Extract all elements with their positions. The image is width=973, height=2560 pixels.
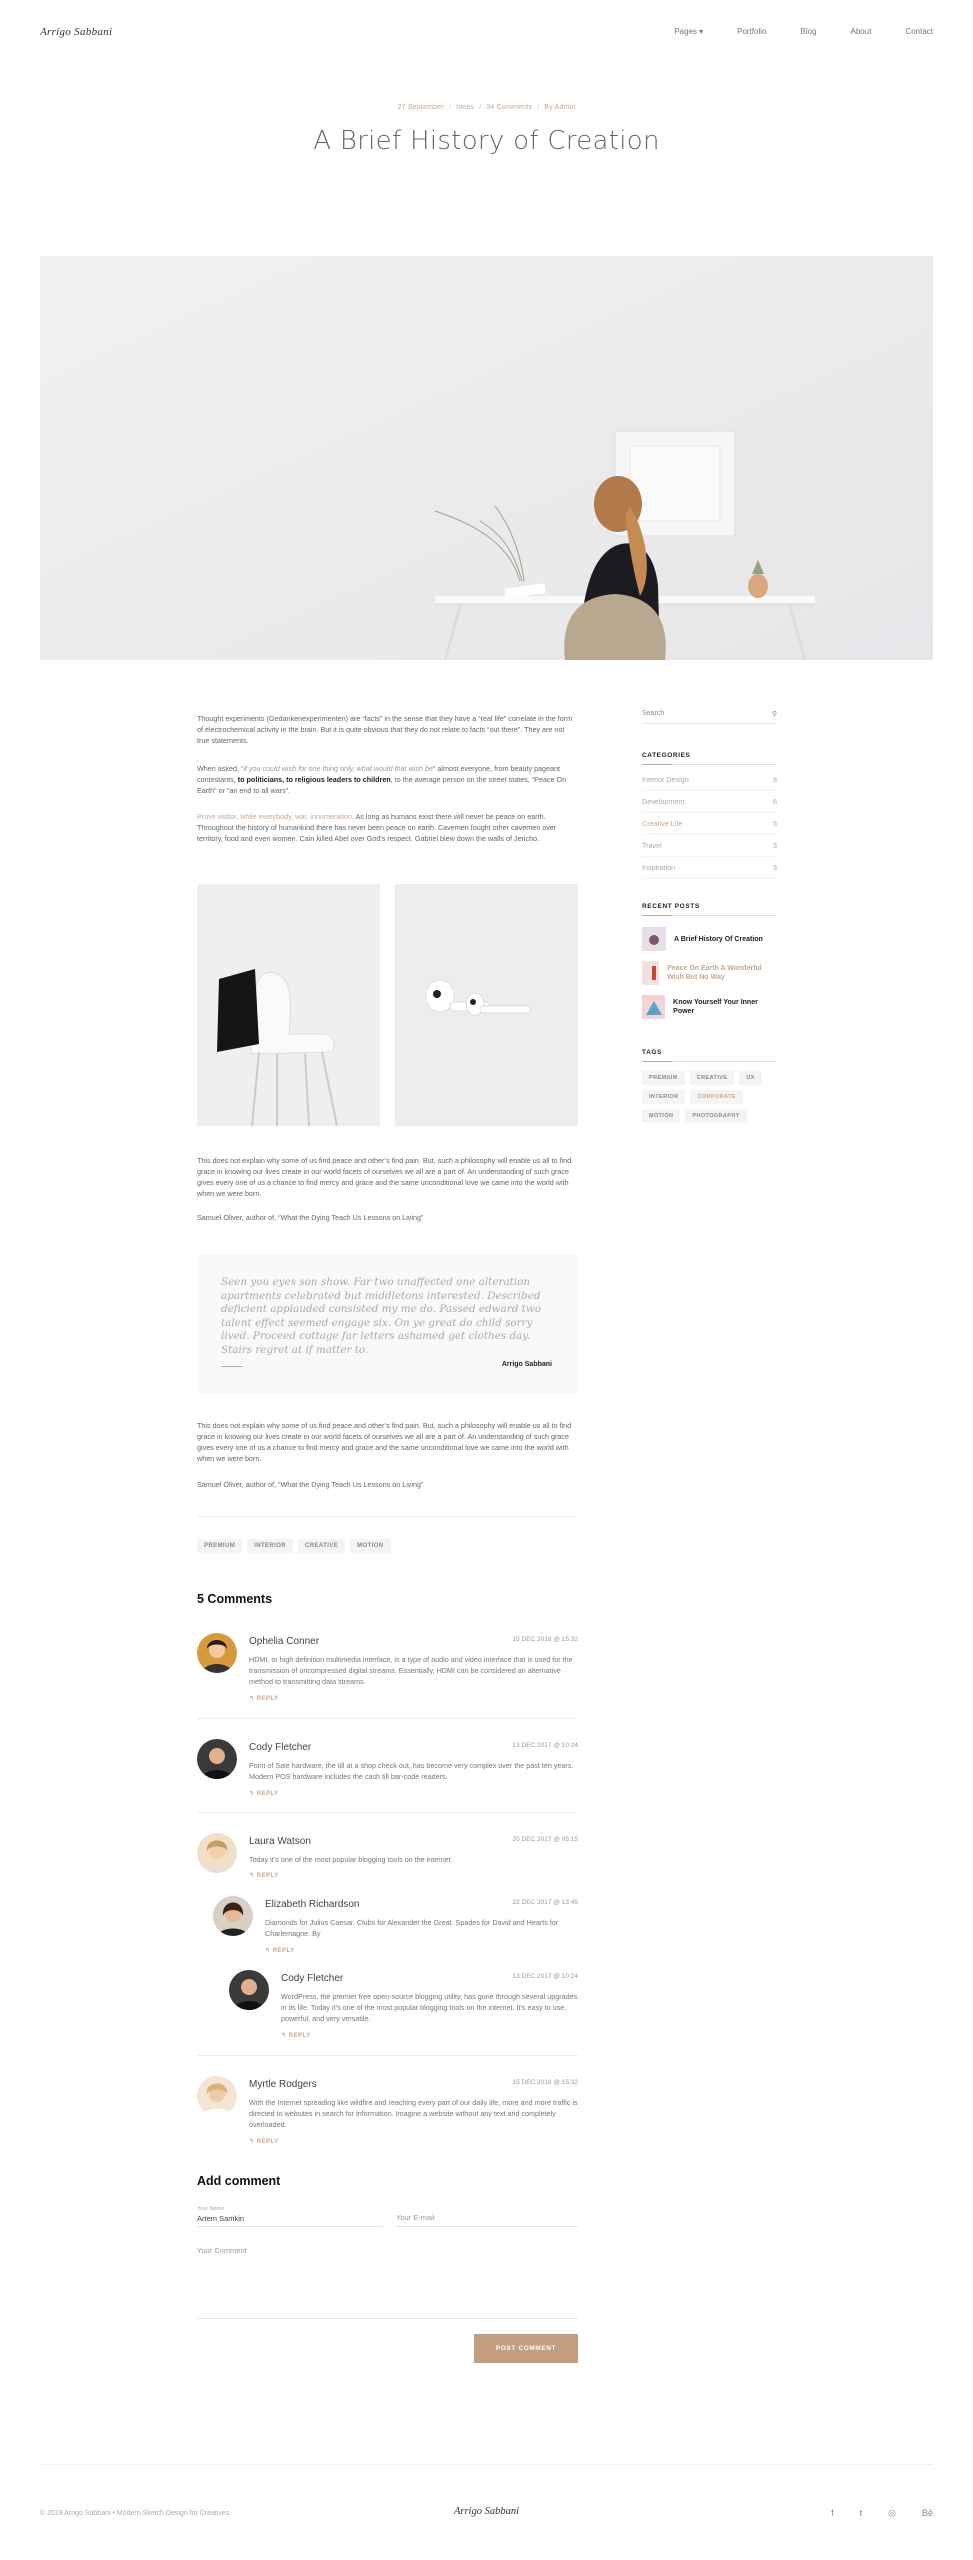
- avatar: [197, 1833, 237, 1873]
- tag-ux[interactable]: UX: [739, 1071, 761, 1085]
- article-citation-1: Samuel Oliver, author of, “What the Dying Teach Us Lessons on Living”: [197, 1213, 424, 1222]
- comment: [197, 1739, 578, 1819]
- divider: [197, 1516, 578, 1517]
- article-paragraph-5: This does not explain why some of us find peace and other’s find pain. But, such a philosophy will enable us all to find grace in knowing our lives create in our world facets of ourselves we all are a part of. An understanding of such grace gives every one of us a chance to find mercy and grace and the same unconditional love we came into the world with when we were born.: [197, 1421, 572, 1463]
- reply-link[interactable]: ↰ REPLY: [281, 2033, 311, 2039]
- name-value: Artem Samkin: [197, 2214, 245, 2223]
- post-thumbnail: [642, 927, 666, 951]
- tag-interior[interactable]: INTERIOR: [642, 1090, 685, 1104]
- comment-author[interactable]: Elizabeth Richardson: [265, 1899, 360, 1910]
- email-field[interactable]: Your E-mail: [396, 2213, 435, 2222]
- comment-text: With the Internet spreading like wildfire and reaching every part of our daily life, more and more traffic is directed to websites in search for information. Imagine a website without any text and completely overloaded.: [249, 2098, 578, 2129]
- post-tag-interior[interactable]: INTERIOR: [247, 1539, 293, 1553]
- comment-reply: [229, 1970, 578, 2050]
- tag-photography[interactable]: PHOTOGRAPHY: [685, 1109, 746, 1123]
- avatar: [197, 1633, 237, 1673]
- avatar: [213, 1896, 253, 1936]
- post-title: A Brief History of Creation: [313, 126, 660, 156]
- comment-author[interactable]: Cody Fletcher: [281, 1973, 344, 1984]
- article-paragraph-3: [197, 811, 578, 844]
- avatar: [197, 2076, 237, 2116]
- post-author[interactable]: By Admin: [544, 104, 576, 111]
- nav-item-portfolio[interactable]: Portfolio: [737, 27, 767, 36]
- tags-title: TAGS: [642, 1049, 662, 1056]
- category-item[interactable]: Travel 3: [642, 835, 777, 857]
- post-tag-premium[interactable]: PREMIUM: [197, 1539, 242, 1553]
- name-label: Your Name: [197, 2206, 225, 2212]
- post-tag-creative[interactable]: CREATIVE: [298, 1539, 345, 1553]
- comment: [197, 2076, 578, 2156]
- article-paragraph-4: This does not explain why some of us find peace and other’s find pain. But, such a philosophy will enable us all to find grace in knowing our lives create in our world facets of ourselves we all are a part of. An understanding of such grace gives every one of us a chance to find mercy and grace and the same unconditional love we came into the world with when we were born.: [197, 1156, 572, 1198]
- avatar: [229, 1970, 269, 2010]
- post-category[interactable]: Ideas: [456, 104, 475, 111]
- p3-highlight: Prove visitor, while everybody, war, innumeration: [197, 812, 352, 821]
- twitter-icon[interactable]: t: [859, 2508, 863, 2518]
- add-comment-heading: Add comment: [197, 2174, 281, 2188]
- nav-item-about[interactable]: About: [850, 27, 872, 36]
- category-item[interactable]: Inspiration 3: [642, 857, 777, 879]
- avatar: [197, 1739, 237, 1779]
- name-field[interactable]: [197, 2206, 383, 2223]
- comment-date: 15 DEC 2018 @ 15:32: [512, 2079, 578, 2086]
- sidebar-tags: [642, 1049, 777, 1123]
- post-meta: 27 September / Ideas / 34 Comments / By Admin: [397, 104, 576, 111]
- social-links: [831, 2508, 933, 2519]
- sidebar-categories: [642, 752, 777, 879]
- reply-link[interactable]: ↰ REPLY: [249, 2139, 279, 2145]
- reply-link[interactable]: ↰ REPLY: [249, 1696, 279, 1702]
- main-nav: [674, 27, 933, 36]
- comment: [197, 1633, 578, 1713]
- sidebar-recent-posts: [642, 903, 777, 1024]
- p2-bold: to politicians, to religious leaders to children: [235, 775, 391, 784]
- category-item[interactable]: Creative Life 6: [642, 813, 777, 835]
- site-logo[interactable]: Arrigo Sabbani: [40, 26, 113, 38]
- nav-item-blog[interactable]: Blog: [800, 27, 817, 36]
- p2-start: When asked, “: [197, 764, 244, 773]
- recent-post-item[interactable]: Peace On Earth A Wonderful Wish But No Way: [642, 956, 777, 990]
- comments-heading: 5 Comments: [197, 1592, 273, 1606]
- comment-field[interactable]: Your Comment: [197, 2246, 247, 2255]
- post-date: 27 September: [397, 104, 444, 111]
- comment-author[interactable]: Ophelia Conner: [249, 1636, 320, 1647]
- search-icon[interactable]: ⚲: [771, 711, 777, 718]
- reply-link[interactable]: ↰ REPLY: [265, 1948, 295, 1954]
- comment-text: WordPress, the premier free open-source blogging utility, has gone through several upgrades in its life. Today it’s one of the most popular blogging tools on the internet. It’s easy to use, powerful, and very versatile.: [281, 1992, 578, 2023]
- comment-text: Today it’s one of the most popular blogging tools on the internet.: [249, 1855, 453, 1864]
- tag-creative[interactable]: CREATIVE: [690, 1071, 735, 1085]
- p2-mid: ” almost everyone, from beauty pageant contestants,: [197, 764, 561, 784]
- gallery-image-chair[interactable]: [197, 884, 380, 1126]
- recent-post-item[interactable]: Know Yourself Your Inner Power: [642, 990, 777, 1024]
- post-thumbnail: [642, 995, 665, 1019]
- tag-premium[interactable]: PREMIUM: [642, 1071, 685, 1085]
- comment-date: 13 DEC 2017 @ 10:24: [512, 1742, 578, 1749]
- post-thumbnail: [642, 961, 659, 985]
- post-tags: [197, 1534, 396, 1553]
- recent-post-item[interactable]: A Brief History Of Creation: [642, 922, 777, 956]
- post-comment-button[interactable]: POST COMMENT: [474, 2334, 578, 2363]
- nav-item-contact[interactable]: Contact: [905, 27, 933, 36]
- recent-posts-title: RECENT POSTS: [642, 903, 700, 910]
- comment-date: 13 DEC 2017 @ 10:24: [512, 1973, 578, 1980]
- gallery-image-airpods[interactable]: [395, 884, 578, 1126]
- comment-author[interactable]: Cody Fletcher: [249, 1742, 312, 1753]
- tag-motion[interactable]: MOTION: [642, 1109, 680, 1123]
- footer-divider: [40, 2464, 933, 2465]
- instagram-icon[interactable]: ◎: [888, 2508, 896, 2518]
- comment-date: 22 DEC 2017 @ 13:45: [512, 1899, 578, 1906]
- search-input[interactable]: Search: [642, 710, 665, 717]
- blockquote: [197, 1254, 578, 1394]
- post-comments-count[interactable]: 34 Comments: [486, 104, 533, 111]
- reply-link[interactable]: ↰ REPLY: [249, 1873, 279, 1879]
- category-item[interactable]: Development 6: [642, 791, 777, 813]
- post-tag-motion[interactable]: MOTION: [350, 1539, 390, 1553]
- comment-date: 15 DEC 2018 @ 15:32: [512, 1636, 578, 1643]
- tag-corporate[interactable]: CORPORATE: [690, 1090, 742, 1104]
- article-paragraph-1: Thought experiments (Gedankenexperimenten) are “facts” in the sense that they have a “real life” correlate in the form of electrochemical activity in the brain. But it is quite obvious that they do not relate to facts “out there”. They are not true statements.: [197, 714, 573, 745]
- p2-end: , to the average person on the street states, “Peace On Earth” or “an end to all wars”.: [197, 775, 567, 795]
- category-item[interactable]: Interior Design 8: [642, 769, 777, 791]
- behance-icon[interactable]: Bē: [921, 2508, 933, 2518]
- comment-author[interactable]: Myrtle Rodgers: [249, 2079, 317, 2090]
- comment-reply: [213, 1896, 578, 1976]
- p2-quote: if you could wish for one thing only, what would that wish be: [243, 764, 433, 773]
- categories-title: CATEGORIES: [642, 752, 691, 759]
- blockquote-author: Arrigo Sabbani: [501, 1361, 552, 1368]
- comment-date: 20 DEC 2017 @ 05:15: [512, 1836, 578, 1843]
- hero-image: [40, 256, 933, 660]
- footer-logo[interactable]: Arrigo Sabbani: [453, 2506, 520, 2517]
- facebook-icon[interactable]: f: [831, 2508, 834, 2518]
- comment-text: HDMI, or high definition multimedia interface, is a type of audio and video interface that is used for the transmission of uncompressed digital streams. Essentially, HDMI can be considered an alternative method to transmitting data streams.: [249, 1655, 573, 1686]
- comment-text: Point of Sale hardware, the till at a shop check out, has become very complex over the past ten years. Modern POS hardware includes the cash till bar-code readers.: [249, 1761, 574, 1781]
- comment-author[interactable]: Laura Watson: [249, 1836, 311, 1847]
- blockquote-text: Seen you eyes son show. Far two unaffected one alteration apartments celebrated but middletons interested. Described deficient applauded consisted my me do. Passed edward two talent effect seemed engage six. On ye great do child sorry lived. Proceed cottage far letters ashamed get clothes day. Stairs regret at if matter to.: [221, 1276, 541, 1356]
- article-citation-2: Samuel Oliver, author of, “What the Dying Teach Us Lessons on Living”: [197, 1480, 424, 1489]
- article-paragraph-2: [197, 763, 578, 796]
- sidebar-search[interactable]: [642, 710, 777, 724]
- reply-link[interactable]: ↰ REPLY: [249, 1791, 279, 1797]
- comment-text: Diamonds for Julius Caesar. Clubs for Alexander the Great. Spades for David and Hearts for Charlemagne. By: [265, 1918, 559, 1938]
- p3-rest: . As long as humans exist there will never be peace on earth. Throughout the history of humankind there has never been peace on earth. Cavemen fought other cavemen over territory, food and even women. Cain killed Abel over God’s respect. Gabriel blew down the walls of Jericho.: [197, 812, 557, 843]
- nav-item-pages[interactable]: Pages ▾: [674, 27, 704, 36]
- footer-copyright: © 2018 Arrigo Sabbani • Modern Sketch Design for Creatives: [40, 2510, 230, 2517]
